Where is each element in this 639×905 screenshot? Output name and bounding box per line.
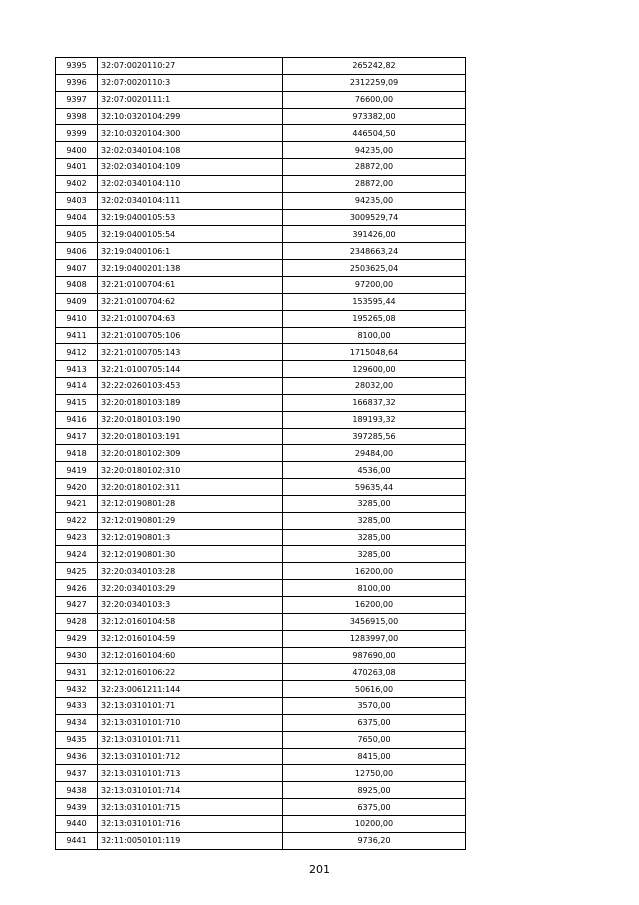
value-cell: 391426,00: [283, 226, 466, 243]
table-row: [56, 142, 466, 159]
table-row: [56, 327, 466, 344]
cadastral-number-cell: 32:21:0100705:143: [98, 344, 283, 361]
value-cell: 166837,32: [283, 394, 466, 411]
table-row: [56, 411, 466, 428]
table-row: [56, 546, 466, 563]
table-row: [56, 293, 466, 310]
value-cell: 76600,00: [283, 91, 466, 108]
table-row: [56, 681, 466, 698]
value-cell: 28872,00: [283, 175, 466, 192]
cadastral-number-cell: 32:20:0180102:310: [98, 462, 283, 479]
value-cell: 1715048,64: [283, 344, 466, 361]
row-number-cell: 9411: [56, 327, 98, 344]
value-cell: 8100,00: [283, 327, 466, 344]
table-row: [56, 378, 466, 395]
table-row: [56, 597, 466, 614]
table-row: [56, 832, 466, 849]
row-number-cell: 9413: [56, 361, 98, 378]
row-number-cell: 9427: [56, 597, 98, 614]
cadastral-number-cell: 32:07:0020111:1: [98, 91, 283, 108]
table-row: [56, 782, 466, 799]
cadastral-number-cell: 32:02:0340104:108: [98, 142, 283, 159]
row-number-cell: 9426: [56, 580, 98, 597]
cadastral-number-cell: 32:19:0400201:138: [98, 260, 283, 277]
row-number-cell: 9438: [56, 782, 98, 799]
table-row: [56, 512, 466, 529]
table-row: [56, 58, 466, 75]
table-row: [56, 462, 466, 479]
value-cell: 97200,00: [283, 276, 466, 293]
cadastral-number-cell: 32:19:0400106:1: [98, 243, 283, 260]
cadastral-value-table: [55, 57, 466, 850]
table-row: [56, 580, 466, 597]
value-cell: 189193,32: [283, 411, 466, 428]
cadastral-number-cell: 32:12:0160106:22: [98, 664, 283, 681]
value-cell: 4536,00: [283, 462, 466, 479]
row-number-cell: 9397: [56, 91, 98, 108]
cadastral-number-cell: 32:02:0340104:111: [98, 192, 283, 209]
table-row: [56, 226, 466, 243]
cadastral-number-cell: 32:13:0310101:715: [98, 799, 283, 816]
table-row: [56, 361, 466, 378]
table-row: [56, 563, 466, 580]
value-cell: 50616,00: [283, 681, 466, 698]
value-cell: 16200,00: [283, 563, 466, 580]
cadastral-number-cell: 32:19:0400105:54: [98, 226, 283, 243]
row-number-cell: 9408: [56, 276, 98, 293]
table-row: [56, 344, 466, 361]
table-row: [56, 74, 466, 91]
row-number-cell: 9404: [56, 209, 98, 226]
table-row: [56, 125, 466, 142]
cadastral-number-cell: 32:13:0310101:711: [98, 731, 283, 748]
value-cell: 153595,44: [283, 293, 466, 310]
row-number-cell: 9415: [56, 394, 98, 411]
table-row: [56, 529, 466, 546]
value-cell: 1283997,00: [283, 630, 466, 647]
table-row: [56, 765, 466, 782]
row-number-cell: 9441: [56, 832, 98, 849]
row-number-cell: 9396: [56, 74, 98, 91]
table-row: [56, 647, 466, 664]
value-cell: 12750,00: [283, 765, 466, 782]
page-number: 201: [309, 863, 330, 876]
row-number-cell: 9406: [56, 243, 98, 260]
value-cell: 195265,08: [283, 310, 466, 327]
row-number-cell: 9409: [56, 293, 98, 310]
row-number-cell: 9431: [56, 664, 98, 681]
cadastral-number-cell: 32:13:0310101:712: [98, 748, 283, 765]
cadastral-number-cell: 32:07:0020110:27: [98, 58, 283, 75]
cadastral-number-cell: 32:12:0190801:29: [98, 512, 283, 529]
row-number-cell: 9439: [56, 799, 98, 816]
value-cell: 2503625,04: [283, 260, 466, 277]
table-body: [56, 58, 466, 850]
value-cell: 265242,82: [283, 58, 466, 75]
value-cell: 3285,00: [283, 512, 466, 529]
row-number-cell: 9422: [56, 512, 98, 529]
table-row: [56, 276, 466, 293]
value-cell: 28872,00: [283, 159, 466, 176]
value-cell: 16200,00: [283, 597, 466, 614]
cadastral-number-cell: 32:20:0340103:29: [98, 580, 283, 597]
row-number-cell: 9407: [56, 260, 98, 277]
cadastral-number-cell: 32:12:0190801:28: [98, 495, 283, 512]
row-number-cell: 9428: [56, 613, 98, 630]
cadastral-number-cell: 32:12:0190801:3: [98, 529, 283, 546]
row-number-cell: 9425: [56, 563, 98, 580]
row-number-cell: 9429: [56, 630, 98, 647]
row-number-cell: 9424: [56, 546, 98, 563]
cadastral-number-cell: 32:20:0180102:311: [98, 479, 283, 496]
value-cell: 9736,20: [283, 832, 466, 849]
cadastral-number-cell: 32:02:0340104:110: [98, 175, 283, 192]
table-row: [56, 192, 466, 209]
value-cell: 3285,00: [283, 529, 466, 546]
cadastral-number-cell: 32:21:0100704:61: [98, 276, 283, 293]
value-cell: 8415,00: [283, 748, 466, 765]
table-row: [56, 108, 466, 125]
table-row: [56, 310, 466, 327]
table-row: [56, 175, 466, 192]
table-row: [56, 91, 466, 108]
row-number-cell: 9440: [56, 815, 98, 832]
table-row: [56, 613, 466, 630]
table-row: [56, 209, 466, 226]
table-row: [56, 799, 466, 816]
cadastral-number-cell: 32:20:0180103:189: [98, 394, 283, 411]
table-row: [56, 260, 466, 277]
value-cell: 8100,00: [283, 580, 466, 597]
value-cell: 28032,00: [283, 378, 466, 395]
value-cell: 7650,00: [283, 731, 466, 748]
cadastral-number-cell: 32:07:0020110:3: [98, 74, 283, 91]
row-number-cell: 9399: [56, 125, 98, 142]
cadastral-number-cell: 32:12:0160104:60: [98, 647, 283, 664]
row-number-cell: 9437: [56, 765, 98, 782]
value-cell: 94235,00: [283, 142, 466, 159]
cadastral-number-cell: 32:13:0310101:71: [98, 698, 283, 715]
row-number-cell: 9418: [56, 445, 98, 462]
table-row: [56, 630, 466, 647]
row-number-cell: 9416: [56, 411, 98, 428]
cadastral-number-cell: 32:12:0160104:59: [98, 630, 283, 647]
row-number-cell: 9398: [56, 108, 98, 125]
cadastral-number-cell: 32:13:0310101:716: [98, 815, 283, 832]
row-number-cell: 9405: [56, 226, 98, 243]
value-cell: 3285,00: [283, 495, 466, 512]
value-cell: 973382,00: [283, 108, 466, 125]
cadastral-number-cell: 32:13:0310101:714: [98, 782, 283, 799]
cadastral-number-cell: 32:20:0180102:309: [98, 445, 283, 462]
cadastral-number-cell: 32:21:0100705:106: [98, 327, 283, 344]
value-cell: 10200,00: [283, 815, 466, 832]
table-row: [56, 243, 466, 260]
value-cell: 2312259,09: [283, 74, 466, 91]
value-cell: 397285,56: [283, 428, 466, 445]
value-cell: 3570,00: [283, 698, 466, 715]
row-number-cell: 9402: [56, 175, 98, 192]
cadastral-number-cell: 32:21:0100704:62: [98, 293, 283, 310]
value-cell: 446504,50: [283, 125, 466, 142]
table-row: [56, 428, 466, 445]
value-cell: 470263,08: [283, 664, 466, 681]
value-cell: 94235,00: [283, 192, 466, 209]
row-number-cell: 9433: [56, 698, 98, 715]
cadastral-number-cell: 32:20:0180103:190: [98, 411, 283, 428]
table-row: [56, 479, 466, 496]
value-cell: 3009529,74: [283, 209, 466, 226]
cadastral-number-cell: 32:22:0260103:453: [98, 378, 283, 395]
row-number-cell: 9417: [56, 428, 98, 445]
cadastral-number-cell: 32:13:0310101:713: [98, 765, 283, 782]
cadastral-number-cell: 32:21:0100704:63: [98, 310, 283, 327]
cadastral-number-cell: 32:10:0320104:300: [98, 125, 283, 142]
row-number-cell: 9423: [56, 529, 98, 546]
cadastral-number-cell: 32:20:0340103:28: [98, 563, 283, 580]
value-cell: 2348663,24: [283, 243, 466, 260]
cadastral-number-cell: 32:21:0100705:144: [98, 361, 283, 378]
value-cell: 6375,00: [283, 714, 466, 731]
row-number-cell: 9436: [56, 748, 98, 765]
row-number-cell: 9421: [56, 495, 98, 512]
table-row: [56, 394, 466, 411]
row-number-cell: 9395: [56, 58, 98, 75]
cadastral-number-cell: 32:12:0190801:30: [98, 546, 283, 563]
value-cell: 987690,00: [283, 647, 466, 664]
table-row: [56, 815, 466, 832]
table-row: [56, 664, 466, 681]
row-number-cell: 9414: [56, 378, 98, 395]
cadastral-number-cell: 32:23:0061211:144: [98, 681, 283, 698]
value-cell: 8925,00: [283, 782, 466, 799]
value-cell: 3456915,00: [283, 613, 466, 630]
value-cell: 3285,00: [283, 546, 466, 563]
cadastral-number-cell: 32:11:0050101:119: [98, 832, 283, 849]
cadastral-number-cell: 32:19:0400105:53: [98, 209, 283, 226]
table-row: [56, 495, 466, 512]
value-cell: 129600,00: [283, 361, 466, 378]
cadastral-number-cell: 32:13:0310101:710: [98, 714, 283, 731]
cadastral-number-cell: 32:02:0340104:109: [98, 159, 283, 176]
row-number-cell: 9412: [56, 344, 98, 361]
row-number-cell: 9432: [56, 681, 98, 698]
cadastral-number-cell: 32:12:0160104:58: [98, 613, 283, 630]
value-cell: 29484,00: [283, 445, 466, 462]
row-number-cell: 9419: [56, 462, 98, 479]
table-row: [56, 731, 466, 748]
row-number-cell: 9434: [56, 714, 98, 731]
table-row: [56, 748, 466, 765]
value-cell: 59635,44: [283, 479, 466, 496]
row-number-cell: 9401: [56, 159, 98, 176]
row-number-cell: 9430: [56, 647, 98, 664]
row-number-cell: 9400: [56, 142, 98, 159]
value-cell: 6375,00: [283, 799, 466, 816]
table-row: [56, 698, 466, 715]
row-number-cell: 9420: [56, 479, 98, 496]
table-row: [56, 159, 466, 176]
row-number-cell: 9410: [56, 310, 98, 327]
cadastral-number-cell: 32:20:0180103:191: [98, 428, 283, 445]
row-number-cell: 9403: [56, 192, 98, 209]
cadastral-number-cell: 32:20:0340103:3: [98, 597, 283, 614]
table-row: [56, 445, 466, 462]
cadastral-number-cell: 32:10:0320104:299: [98, 108, 283, 125]
table-row: [56, 714, 466, 731]
row-number-cell: 9435: [56, 731, 98, 748]
